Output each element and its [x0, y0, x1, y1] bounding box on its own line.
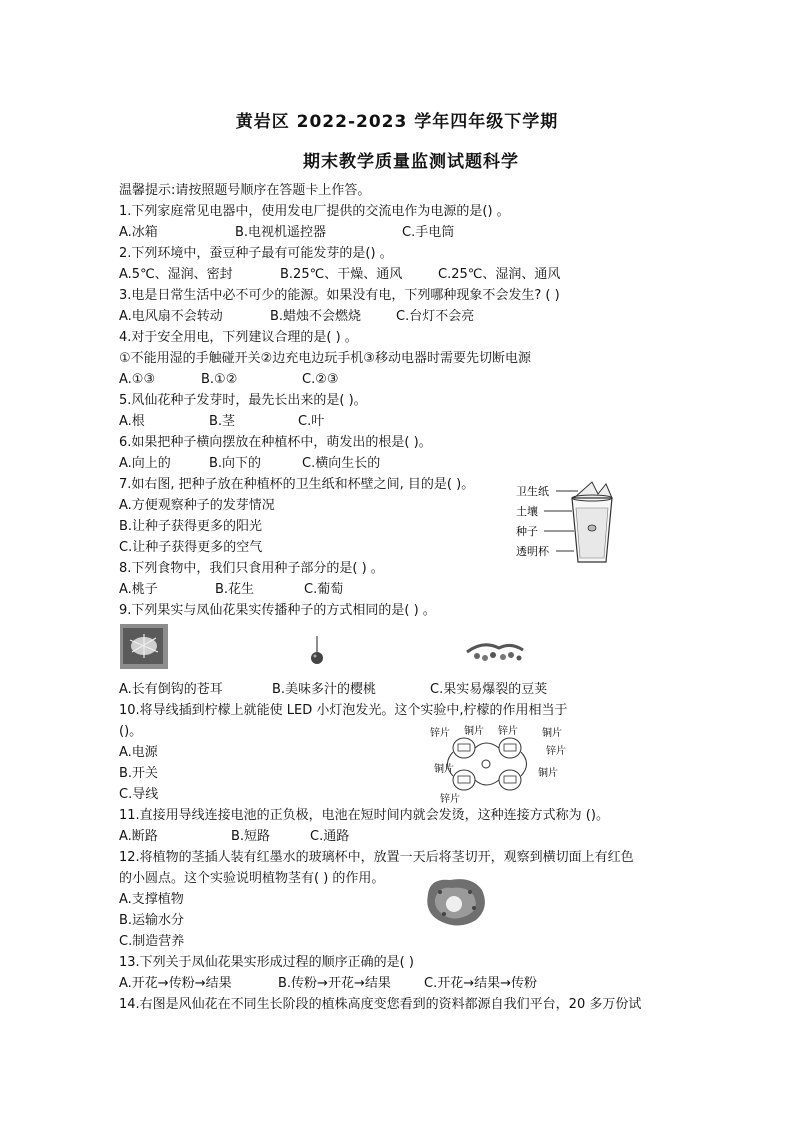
question-2-option-a: A.5℃、湿润、密封	[119, 267, 233, 282]
question-2-stem: 2.下列环境中，蚕豆种子最有可能发芽的是() 。	[119, 246, 393, 261]
question-10-blank: ()。	[119, 724, 143, 739]
cherry-image	[306, 634, 328, 668]
question-11-stem: 11.直接用导线连接电池的正负极，电池在短时间内就会发烫，这种连接方式称为 ()。	[119, 808, 609, 823]
question-2-option-b: B.25℃、干燥、通风	[280, 267, 403, 282]
question-6-option-a: A.向上的	[119, 456, 171, 471]
question-6-option-c: C.横向生长的	[302, 456, 381, 471]
label-cup: 透明杯	[516, 545, 549, 558]
tip-text: 温馨提示:请按照题号顺序在答题卡上作答。	[119, 183, 371, 198]
question-13-option-b: B.传粉→开花→结果	[278, 976, 391, 991]
question-3-option-a: A.电风扇不会转动	[119, 309, 223, 324]
question-1-option-c: C.手电筒	[402, 225, 455, 240]
label-copper-4: 铜片	[538, 768, 558, 779]
question-3-option-b: B.蜡烛不会燃烧	[270, 309, 362, 324]
seed-cup-diagram	[512, 478, 622, 568]
cocklebur-image	[120, 624, 168, 669]
label-zinc-3: 锌片	[546, 746, 566, 757]
label-copper-3: 铜片	[434, 764, 454, 775]
label-copper-1: 铜片	[464, 726, 484, 737]
question-12-option-a: A.支撑植物	[119, 892, 184, 907]
question-8-option-c: C.葡萄	[304, 582, 344, 597]
label-zinc-2: 锌片	[498, 726, 518, 737]
question-12-stem-cont: 的小圆点。这个实验说明植物茎有( ) 的作用。	[119, 871, 385, 886]
question-5-option-b: B.茎	[209, 414, 236, 429]
question-9-option-b: B.美味多汁的樱桃	[272, 682, 377, 697]
stem-cross-section-image	[420, 874, 490, 930]
question-5-stem: 5.风仙花种子发芽时，最先长出来的是( )。	[119, 393, 367, 408]
question-12-option-b: B.运输水分	[119, 913, 185, 928]
bean-pod-image	[463, 636, 529, 664]
question-9-stem: 9.下列果实与凤仙花果实传播种子的方式相同的是( ) 。	[119, 603, 436, 618]
question-6-stem: 6.如果把种子横向摆放在种植杯中，萌发出的根是( )。	[119, 435, 432, 450]
exam-title: 黄岩区 2022-2023 学年四年级下学期	[235, 112, 559, 132]
question-7-stem: 7.如右图, 把种子放在种植杯的卫生纸和杯壁之间, 目的是( )。	[119, 477, 475, 492]
label-copper-2: 铜片	[542, 728, 562, 739]
question-1-stem: 1.下列家庭常见电器中，使用发电厂提供的交流电作为电源的是() 。	[119, 204, 510, 219]
label-zinc-1: 锌片	[430, 728, 450, 739]
question-1-option-a: A.冰箱	[119, 225, 158, 240]
question-10-stem: 10.将导线插到柠檬上就能使 LED 小灯泡发光。这个实验中,柠檬的作用相当于	[119, 703, 568, 718]
question-4-option-b: B.①②	[201, 372, 238, 387]
question-12-stem: 12.将植物的茎插人装有红墨水的玻璃杯中，放置一天后将茎切开，观察到横切面上有红色	[119, 850, 634, 865]
question-13-option-c: C.开花→结果→传粉	[424, 976, 537, 991]
question-6-option-b: B.向下的	[209, 456, 262, 471]
question-11-option-c: C.通路	[310, 829, 350, 844]
label-seed: 种子	[516, 525, 538, 538]
question-2-option-c: C.25℃、湿润、通风	[438, 267, 561, 282]
question-10-option-b: B.开关	[119, 766, 159, 781]
question-8-option-a: A.桃子	[119, 582, 158, 597]
question-10-option-c: C.导线	[119, 787, 159, 802]
question-11-option-a: A.断路	[119, 829, 158, 844]
question-7-option-a: A.方便观察种子的发芽情况	[119, 498, 275, 513]
question-5-option-a: A.根	[119, 414, 145, 429]
question-7-option-c: C.让种子获得更多的空气	[119, 540, 263, 555]
question-12-option-c: C.制造营养	[119, 934, 185, 949]
label-paper: 卫生纸	[516, 485, 549, 498]
question-8-option-b: B.花生	[215, 582, 255, 597]
question-4-option-a: A.①③	[119, 372, 156, 387]
exam-subtitle: 期末教学质量监测试题科学	[303, 152, 519, 172]
question-10-option-a: A.电源	[119, 745, 158, 760]
question-5-option-c: C.叶	[298, 414, 325, 429]
question-14-stem: 14.右图是风仙花在不同生长阶段的植株高度变您看到的资料都源自我们平台，20 多万份试	[119, 997, 642, 1012]
question-4-statements: ①不能用湿的手触碰开关②边充电边玩手机③移动电器时需要先切断电源	[119, 351, 531, 366]
question-9-option-a: A.长有倒钩的苍耳	[119, 682, 223, 697]
question-9-option-c: C.果实易爆裂的豆荚	[430, 682, 548, 697]
label-zinc-4: 锌片	[440, 794, 460, 804]
question-1-option-b: B.电视机遥控器	[235, 225, 327, 240]
question-7-option-b: B.让种子获得更多的阳光	[119, 519, 263, 534]
question-4-stem: 4.对于安全用电，下列建议合理的是( ) 。	[119, 330, 358, 345]
question-13-option-a: A.开花→传粉→结果	[119, 976, 232, 991]
lemon-battery-diagram	[428, 724, 580, 804]
question-4-option-c: C.②③	[302, 372, 339, 387]
question-3-option-c: C.台灯不会亮	[396, 309, 475, 324]
question-8-stem: 8.下列食物中，我们只食用种子部分的是( ) 。	[119, 561, 384, 576]
question-3-stem: 3.电是日常生活中必不可少的能源。如果没有电，下列哪种现象不会发生? ( )	[119, 288, 560, 303]
question-13-stem: 13.下列关于凤仙花果实形成过程的顺序正确的是( )	[119, 955, 414, 970]
label-soil: 土壤	[516, 505, 538, 518]
question-11-option-b: B.短路	[231, 829, 271, 844]
